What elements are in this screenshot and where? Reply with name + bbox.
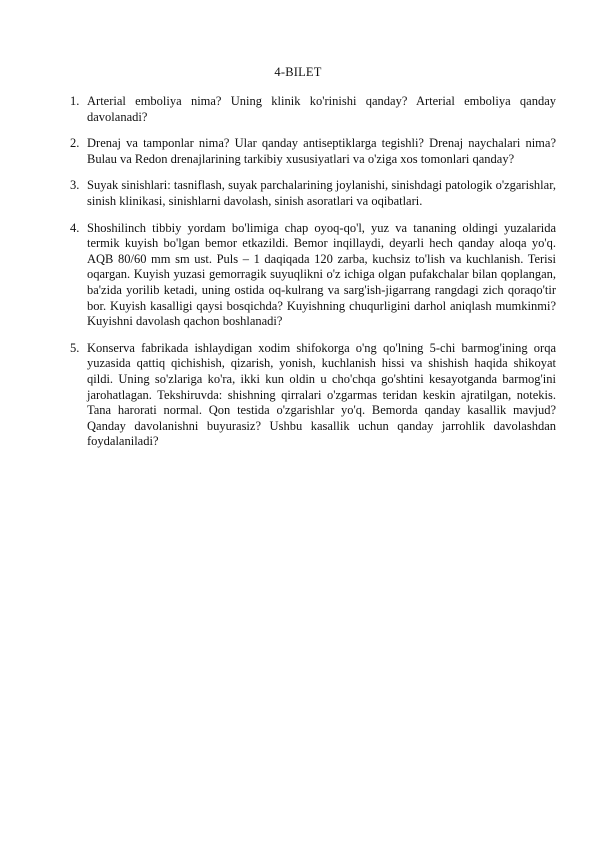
question-item [70, 136, 556, 167]
question-item [70, 341, 556, 450]
question-text: Drenaj va tamponlar nima? Ular qanday antiseptiklarga tegishli? Drenaj naychalari nima? Bulau va Redon drenajlarining tarkibiy xususiyatlari va o'ziga xos tomonlari qanday? [87, 136, 556, 166]
question-text: Konserva fabrikada ishlaydigan xodim shifokorga o'ng qo'lning 5-chi barmog'ining orqa yuzasida qattiq qichishish, qizarish, yonish, kuchlanish hissi va shishish haqida shikoyat qildi. Uning so'zlariga ko'ra, ikki kun oldin u cho'chqa go'shtini kesayotganda barmog'ini jarohatlagan. Tekshiruvda: shishning qirralari o'zgarmas teridan keskin ajratilgan, notekis. Tana harorati normal. Qon testida o'zgarishlar yo'q. Bemorda qanday kasallik mavjud? Qanday davolanishni buyurasiz? Ushbu kasallik uchun qanday jarrohlik davolashdan foydalaniladi? [87, 340, 556, 449]
question-number: 2. [70, 136, 80, 151]
question-number: 5. [70, 340, 80, 355]
question-number: 3. [70, 178, 80, 193]
question-number: 1. [70, 94, 80, 108]
question-text: Suyak sinishlari: tasniflash, suyak parchalarining joylanishi, sinishdagi patologik o'zgarishlar, sinish klinikasi, sinishlarni davolash, sinish asoratlari va oqibatlari. [87, 178, 556, 208]
question-text: Arterial emboliya nima? Uning klinik ko'rinishi qanday? Arterial emboliya qanday davolanadi? [87, 94, 556, 124]
question-item [70, 94, 556, 125]
question-item [70, 221, 556, 330]
question-list [70, 94, 556, 461]
question-item [70, 178, 556, 209]
question-text: Shoshilinch tibbiy yordam bo'limiga chap oyoq-qo'l, yuz va tananing oldingi yuzalarida termik kuyish bo'lgan bemor etkazildi. Bemor inqillaydi, deyarli hech qanday aloqa yo'q. AQB 80/60 mm sm ust. Puls – 1 daqiqada 120 zarba, kuchsiz to'lish va kuchlanish. Terisi oqargan. Kuyish yuzasi gemorragik suyuqlikni o'z ichiga olgan pufakchalar bilan qoplangan, ba'zida yorilib ketadi, uning ostida oq-kulrang va sarg'ish-jigarrang rangdagi zich qoraqo'tir bor. Kuyish kasalligi qaysi bosqichda? Kuyishning chuqurligini darhol aniqlash mumkinmi? Kuyishni davolash qachon boshlanadi? [87, 220, 556, 329]
page-title: 4-BILET [274, 65, 322, 79]
question-number: 4. [70, 220, 80, 235]
